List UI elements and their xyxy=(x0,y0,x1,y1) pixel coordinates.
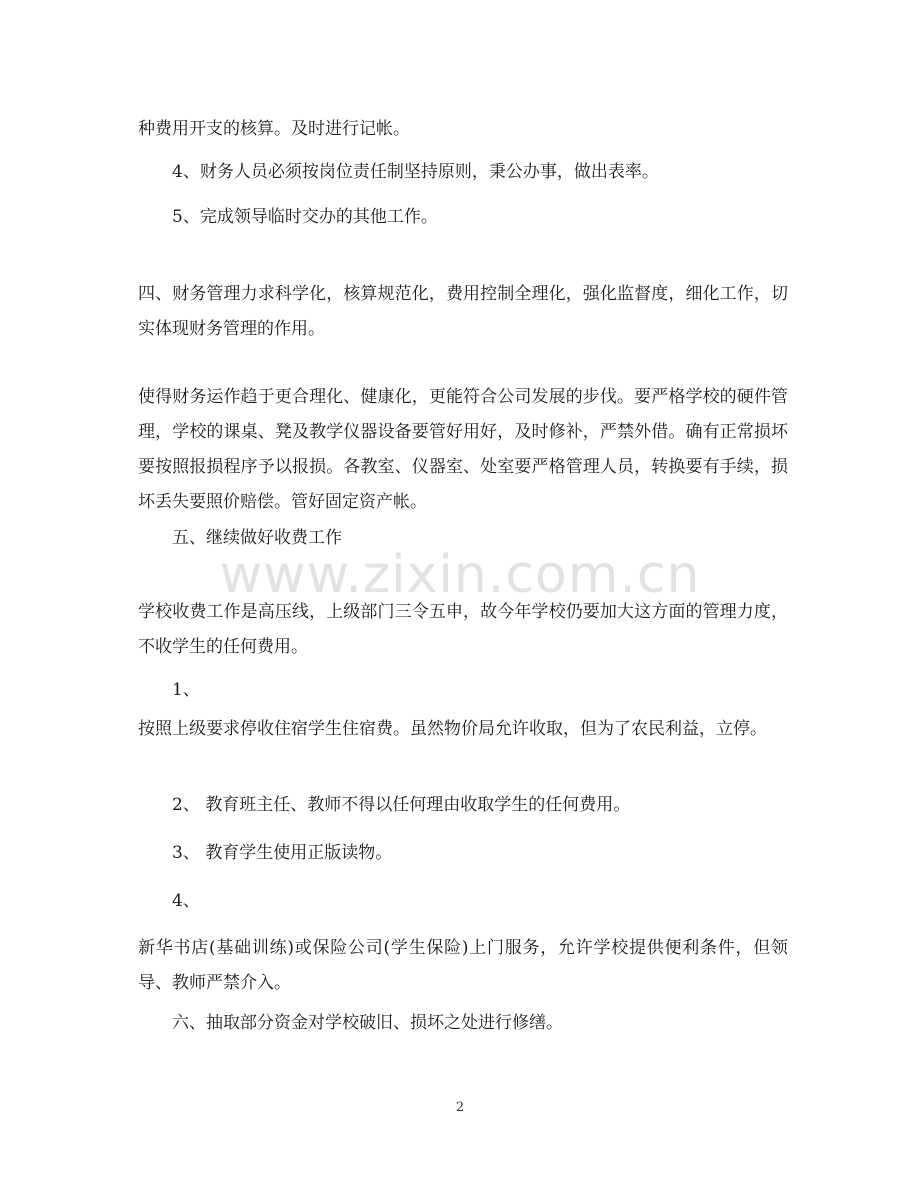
heading-section-six: 六、抽取部分资金对学校破旧、损坏之处进行修缮。 xyxy=(172,1013,563,1033)
list-number-4: 4、 xyxy=(172,891,200,911)
paragraph-item-5: 5、完成领导临时交办的其他工作。 xyxy=(172,207,438,227)
paragraph-continuation: 种费用开支的核算。及时进行记帐。 xyxy=(138,119,410,139)
paragraph-item-2: 2、 教育班主任、教师不得以任何理由收取学生的任何费用。 xyxy=(172,795,631,815)
paragraph-fee-policy: 学校收费工作是高压线，上级部门三令五申，故今年学校仍要加大这方面的管理力度，不收学生的任何费用。 xyxy=(138,602,788,657)
paragraph-dorm-fee: 按照上级要求停收住宿学生住宿费。虽然物价局允许收取，但为了农民利益，立停。 xyxy=(138,719,767,739)
paragraph-hardware-management: 使得财务运作趋于更合理化、健康化，更能符合公司发展的步伐。要严格学校的硬件管理，学校的课桌、凳及教学仪器设备要管好用好，及时修补，严禁外借。确有正常损坏要按照报损程序予以报损。各教室、仪器室、处室要严格管理人员，转换要有手续，损坏丢失要照价赔偿。管好固定资产帐。 xyxy=(138,387,788,512)
list-number-1: 1、 xyxy=(172,680,200,700)
watermark: www.zixin.com.cn xyxy=(219,545,701,605)
paragraph-item-4: 4、财务人员必须按岗位责任制坚持原则，秉公办事，做出表率。 xyxy=(172,162,659,182)
paragraph-item-3: 3、 教育学生使用正版读物。 xyxy=(172,843,393,863)
paragraph-section-four: 四、财务管理力求科学化，核算规范化，费用控制全理化，强化监督度，细化工作，切实体现财务管理的作用。 xyxy=(138,284,788,339)
paragraph-bookstore-service: 新华书店(基础训练)或保险公司(学生保险)上门服务，允许学校提供便利条件，但领导、教师严禁介入。 xyxy=(138,938,788,993)
page-number: 2 xyxy=(455,1100,465,1115)
heading-section-five: 五、继续做好收费工作 xyxy=(172,528,342,548)
